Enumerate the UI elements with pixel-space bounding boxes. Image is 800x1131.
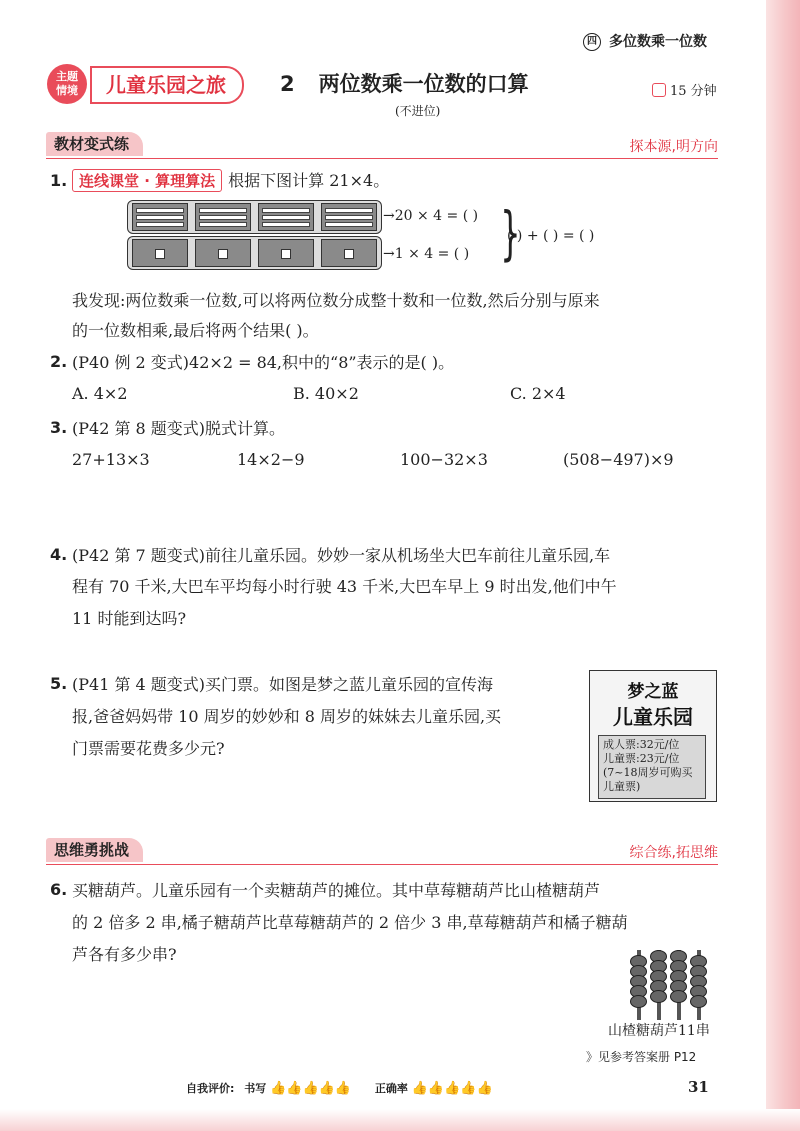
clock-icon — [652, 83, 666, 97]
q3-expr-2: 14×2−9 — [237, 450, 305, 469]
unit-number: 四 — [583, 33, 601, 51]
q1-block-diagram — [127, 200, 382, 270]
page-bottom-decoration — [0, 1109, 800, 1131]
lesson-subtitle: (不进位) — [395, 104, 441, 118]
tanghulu-caption: 山楂糖葫芦11串 — [608, 1023, 710, 1039]
brace-symbol: } — [500, 199, 521, 267]
q1-prompt: 连线课堂 · 算理算法 根据下图计算 21×4。 — [72, 168, 389, 192]
q2-option-c: C. 2×4 — [510, 384, 566, 403]
q1-eq-sum: ( ) + ( ) = ( ) — [507, 228, 595, 244]
theme-title: 儿童乐园之旅 — [90, 66, 244, 104]
lesson-title: 2 两位数乘一位数的口算 — [280, 72, 529, 96]
q4-line-2: 程有 70 千米,大巴车平均每小时行驶 43 千米,大巴车早上 9 时出发,他们中午 — [72, 577, 617, 596]
q1-discover-line1: 我发现:两位数乘一位数,可以将两位数分成整十数和一位数,然后分别与原来 — [72, 291, 600, 310]
q5-line-1: (P41 第 4 题变式)买门票。如图是梦之蓝儿童乐园的宣传海 — [72, 675, 494, 694]
q5-line-3: 门票需要花费多少元? — [72, 739, 225, 758]
question-number: 5. — [50, 674, 68, 693]
page-edge-decoration — [766, 0, 800, 1131]
answer-reference: 》见参考答案册 P12 — [586, 1050, 697, 1064]
section-challenge — [46, 838, 718, 865]
child-price: 儿童票:23元/位 — [603, 752, 680, 765]
adult-price: 成人票:32元/位 — [603, 738, 680, 751]
q1-eq-tens: →20 × 4 = ( ) — [383, 208, 479, 224]
theme-badge: 主题情境 — [47, 64, 87, 104]
tens-row — [127, 200, 382, 234]
poster-note-2: 儿童票) — [603, 780, 641, 793]
time-estimate: 15 分钟 — [652, 80, 717, 99]
q1-discover-line2: 的一位数相乘,最后将两个结果( )。 — [72, 321, 319, 340]
section-motto: 综合练,拓思维 — [629, 845, 718, 861]
q4-line-1: (P42 第 7 题变式)前往儿童乐园。妙妙一家从机场坐大巴车前往儿童乐园,车 — [72, 546, 611, 565]
section-label: 教材变式练 — [46, 132, 143, 156]
q5-line-2: 报,爸爸妈妈带 10 周岁的妙妙和 8 周岁的妹妹去儿童乐园,买 — [72, 707, 502, 726]
section-textbook-practice — [46, 132, 718, 159]
question-number: 4. — [50, 545, 68, 564]
q4-line-3: 11 时能到达吗? — [72, 609, 187, 628]
page-number: 31 — [688, 1078, 709, 1096]
poster-title-2: 儿童乐园 — [613, 705, 693, 729]
poster-price-box — [598, 735, 706, 799]
q1-tag: 连线课堂 · 算理算法 — [72, 169, 222, 192]
ones-row — [127, 236, 382, 270]
q3-expr-3: 100−32×3 — [400, 450, 488, 469]
unit-header — [583, 31, 707, 51]
q6-line-3: 芦各有多少串? — [72, 945, 177, 964]
section-label: 思维勇挑战 — [46, 838, 143, 862]
thumbs-up-icon[interactable]: 👍👍👍👍👍 — [411, 1081, 493, 1096]
thumbs-up-icon[interactable]: 👍👍👍👍👍 — [270, 1081, 352, 1096]
q6-line-1: 买糖葫芦。儿童乐园有一个卖糖葫芦的摊位。其中草莓糖葫芦比山楂糖葫芦 — [72, 881, 601, 900]
q2-option-a: A. 4×2 — [72, 384, 128, 403]
q3-expr-1: 27+13×3 — [72, 450, 150, 469]
question-number: 1. — [50, 171, 68, 190]
ticket-poster — [589, 670, 717, 802]
q2-option-b: B. 40×2 — [293, 384, 359, 403]
question-number: 6. — [50, 880, 68, 899]
q3-text: (P42 第 8 题变式)脱式计算。 — [72, 419, 286, 438]
section-motto: 探本源,明方向 — [629, 139, 718, 155]
q2-text: (P40 例 2 变式)42×2 = 84,积中的“8”表示的是( )。 — [72, 353, 455, 372]
question-number: 2. — [50, 352, 68, 371]
q1-eq-ones: →1 × 4 = ( ) — [383, 246, 470, 262]
poster-note-1: (7~18周岁可购买 — [603, 766, 693, 779]
q6-line-2: 的 2 倍多 2 串,橘子糖葫芦比草莓糖葫芦的 2 倍少 3 串,草莓糖葫芦和橘子糖葫 — [72, 913, 628, 932]
unit-title: 多位数乘一位数 — [609, 34, 707, 50]
q3-expr-4: (508−497)×9 — [563, 450, 674, 469]
self-evaluation: 自我评价: 书写 👍👍👍👍👍 正确率 👍👍👍👍👍 — [186, 1081, 493, 1096]
question-number: 3. — [50, 418, 68, 437]
poster-title-1: 梦之蓝 — [627, 682, 679, 702]
tanghulu-illustration — [624, 945, 714, 1020]
